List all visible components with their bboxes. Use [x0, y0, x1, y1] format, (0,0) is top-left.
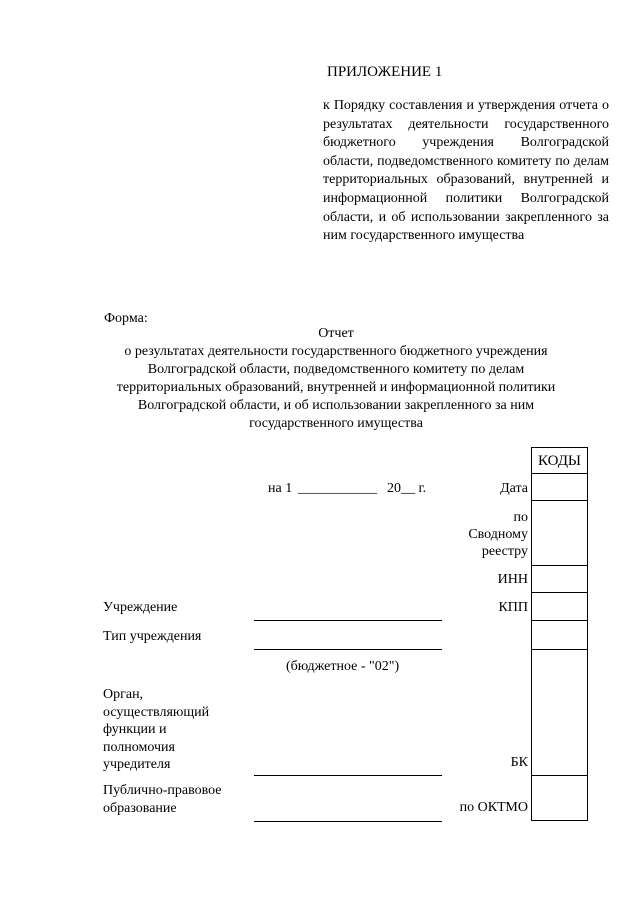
report-title	[96, 325, 576, 433]
code-cell-inn[interactable]	[531, 565, 588, 593]
code-cell-bk[interactable]	[531, 649, 588, 776]
form-label: Форма:	[104, 311, 148, 326]
report-title-line: государственного имущества	[249, 416, 423, 431]
report-title-line: о результатах деятельности государственного бюджетного учреждения	[124, 344, 548, 359]
code-cell-oktmo[interactable]	[531, 775, 588, 821]
code-cell-kpp[interactable]	[531, 592, 588, 621]
code-label-date: Дата	[500, 481, 528, 496]
code-cell-type[interactable]	[531, 620, 588, 650]
field-label-founder-line: функции и	[103, 722, 167, 738]
field-line-institution[interactable]	[254, 620, 442, 621]
code-label-registry: реестру	[481, 544, 528, 559]
report-title-line: Волгоградской области, подведомственного комитету по делам	[147, 362, 525, 377]
budget-type-note: (бюджетное - "02")	[286, 659, 400, 674]
date-blank[interactable]: ___________	[298, 481, 378, 496]
report-title-line: Волгоградской области, и об использовании закрепленного за ним	[137, 398, 535, 413]
field-label-founder-line: осуществляющий	[103, 704, 210, 720]
code-label-kpp: КПП	[498, 600, 528, 615]
field-label-founder-line: учредителя	[103, 757, 171, 773]
report-title-line: территориальных образований, внутренней и информационной политики	[116, 380, 556, 395]
date-year: 20__ г.	[387, 481, 427, 496]
code-label-registry: Сводному	[468, 527, 528, 542]
date-prefix: на 1	[268, 481, 293, 496]
field-label-municipality	[103, 782, 222, 817]
field-label-founder-line: полномочия	[103, 739, 175, 755]
report-title-line: Отчет	[318, 326, 354, 341]
code-label-registry: по	[513, 510, 528, 525]
field-label-founder	[103, 686, 209, 774]
code-label-oktmo: по ОКТМО	[459, 800, 528, 815]
field-label-municipality-line: образование	[103, 800, 177, 816]
appendix-title: ПРИЛОЖЕНИЕ 1	[327, 64, 443, 80]
code-cell-registry[interactable]	[531, 500, 588, 566]
field-label-institution: Учреждение	[103, 600, 178, 615]
code-label-inn: ИНН	[497, 572, 528, 587]
field-line-institution-type[interactable]	[254, 649, 442, 650]
field-label-institution-type: Тип учреждения	[103, 629, 202, 644]
field-line-municipality[interactable]	[254, 821, 442, 822]
codes-header: КОДЫ	[531, 447, 588, 474]
field-label-founder-line: Орган,	[103, 687, 144, 702]
field-label-municipality-line: Публично-правовое	[103, 783, 222, 798]
code-label-bk: БК	[510, 755, 528, 770]
code-cell-date[interactable]	[531, 473, 588, 501]
field-line-founder[interactable]	[254, 775, 442, 776]
appendix-reference: к Порядку составления и утверждения отчета о результатах деятельности государственного бюджетного учреждения Волгоградской области, подведомственного комитету по делам территориальных образований, внутренней и информационной политики Волгоградской области, и об использовании закрепленного за ним государственного имущества	[323, 98, 609, 244]
